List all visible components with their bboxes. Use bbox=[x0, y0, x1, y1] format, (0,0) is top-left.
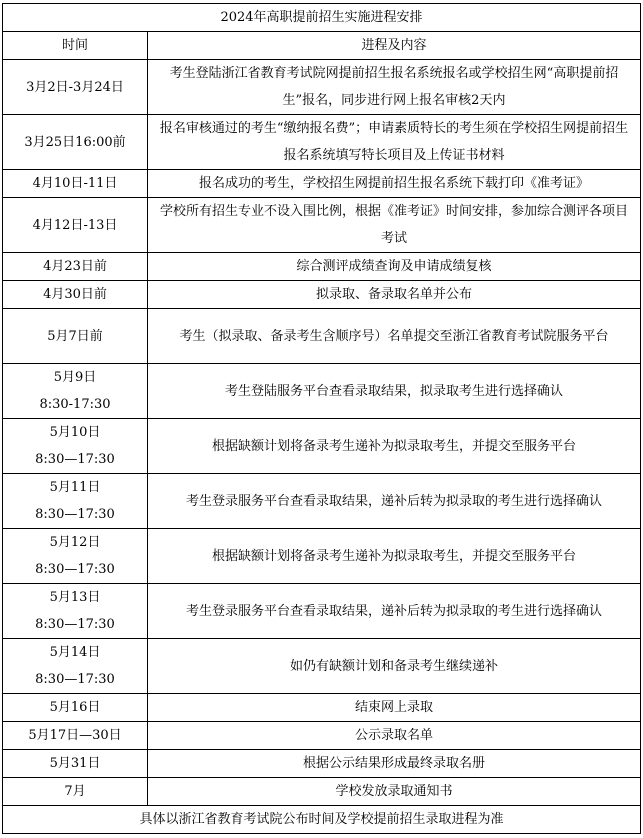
table-title: 2024年高职提前招生实施进程安排 bbox=[3, 4, 641, 32]
row-time: 4月10日-11日 bbox=[3, 170, 148, 198]
row-time: 5月10日 8:30—17:30 bbox=[3, 419, 148, 474]
row-content: 考生登陆服务平台查看录取结果，拟录取考生进行选择确认 bbox=[148, 364, 641, 419]
header-content: 进程及内容 bbox=[148, 32, 641, 60]
row-content: 公示录取名单 bbox=[148, 722, 641, 750]
table-row bbox=[3, 722, 641, 750]
row-content: 拟录取、备录取名单并公布 bbox=[148, 281, 641, 309]
row-content: 考生登录服务平台查看录取结果，递补后转为拟录取的考生进行选择确认 bbox=[148, 584, 641, 639]
row-content: 考生登陆浙江省教育考试院网提前招生报名系统报名或学校招生网“高职提前招生”报名，同步进行网上报名审核2天内 bbox=[148, 60, 641, 115]
row-content: 结束网上录取 bbox=[148, 694, 641, 722]
row-time: 3月2日-3月24日 bbox=[3, 60, 148, 115]
table-row bbox=[3, 584, 641, 639]
row-content: 学校所有招生专业不设入围比例，根据《准考证》时间安排，参加综合测评各项目考试 bbox=[148, 198, 641, 253]
row-time: 5月16日 bbox=[3, 694, 148, 722]
schedule-document bbox=[2, 3, 640, 834]
table-row bbox=[3, 694, 641, 722]
row-time: 5月7日前 bbox=[3, 309, 148, 364]
row-content: 如仍有缺额计划和备录考生继续递补 bbox=[148, 639, 641, 694]
table-row bbox=[3, 529, 641, 584]
table-row bbox=[3, 253, 641, 281]
table-row bbox=[3, 750, 641, 778]
row-time: 4月12日-13日 bbox=[3, 198, 148, 253]
footer-row bbox=[3, 806, 641, 834]
row-content: 考生（拟录取、备录考生含顺序号）名单提交至浙江省教育考试院服务平台 bbox=[148, 309, 641, 364]
table-row bbox=[3, 364, 641, 419]
table-row bbox=[3, 281, 641, 309]
row-time: 4月23日前 bbox=[3, 253, 148, 281]
row-time: 3月25日16:00前 bbox=[3, 115, 148, 170]
row-time: 5月11日 8:30—17:30 bbox=[3, 474, 148, 529]
table-row bbox=[3, 639, 641, 694]
table-row bbox=[3, 778, 641, 806]
table-row bbox=[3, 474, 641, 529]
row-time: 5月13日 8:30—17:30 bbox=[3, 584, 148, 639]
row-content: 根据公示结果形成最终录取名册 bbox=[148, 750, 641, 778]
row-time: 5月14日 8:30—17:30 bbox=[3, 639, 148, 694]
header-row bbox=[3, 32, 641, 60]
row-time: 5月9日 8:30-17:30 bbox=[3, 364, 148, 419]
row-time: 7月 bbox=[3, 778, 148, 806]
row-time: 5月31日 bbox=[3, 750, 148, 778]
schedule-table bbox=[2, 3, 641, 834]
table-row bbox=[3, 60, 641, 115]
row-time: 5月12日 8:30—17:30 bbox=[3, 529, 148, 584]
table-row bbox=[3, 170, 641, 198]
row-content: 考生登录服务平台查看录取结果，递补后转为拟录取的考生进行选择确认 bbox=[148, 474, 641, 529]
row-content: 根据缺额计划将备录考生递补为拟录取考生，并提交至服务平台 bbox=[148, 529, 641, 584]
table-row bbox=[3, 419, 641, 474]
row-content: 综合测评成绩查询及申请成绩复核 bbox=[148, 253, 641, 281]
header-time: 时间 bbox=[3, 32, 148, 60]
table-row bbox=[3, 198, 641, 253]
row-content: 根据缺额计划将备录考生递补为拟录取考生，并提交至服务平台 bbox=[148, 419, 641, 474]
row-content: 学校发放录取通知书 bbox=[148, 778, 641, 806]
table-row bbox=[3, 309, 641, 364]
table-footer-note: 具体以浙江省教育考试院公布时间及学校提前招生录取进程为准 bbox=[3, 806, 641, 834]
row-time: 4月30日前 bbox=[3, 281, 148, 309]
title-row bbox=[3, 4, 641, 32]
row-content: 报名成功的考生，学校招生网提前招生报名系统下载打印《准考证》 bbox=[148, 170, 641, 198]
row-time: 5月17日—30日 bbox=[3, 722, 148, 750]
table-row bbox=[3, 115, 641, 170]
row-content: 报名审核通过的考生“缴纳报名费”；申请素质特长的考生须在学校招生网提前招生报名系统填写特长项目及上传证书材料 bbox=[148, 115, 641, 170]
